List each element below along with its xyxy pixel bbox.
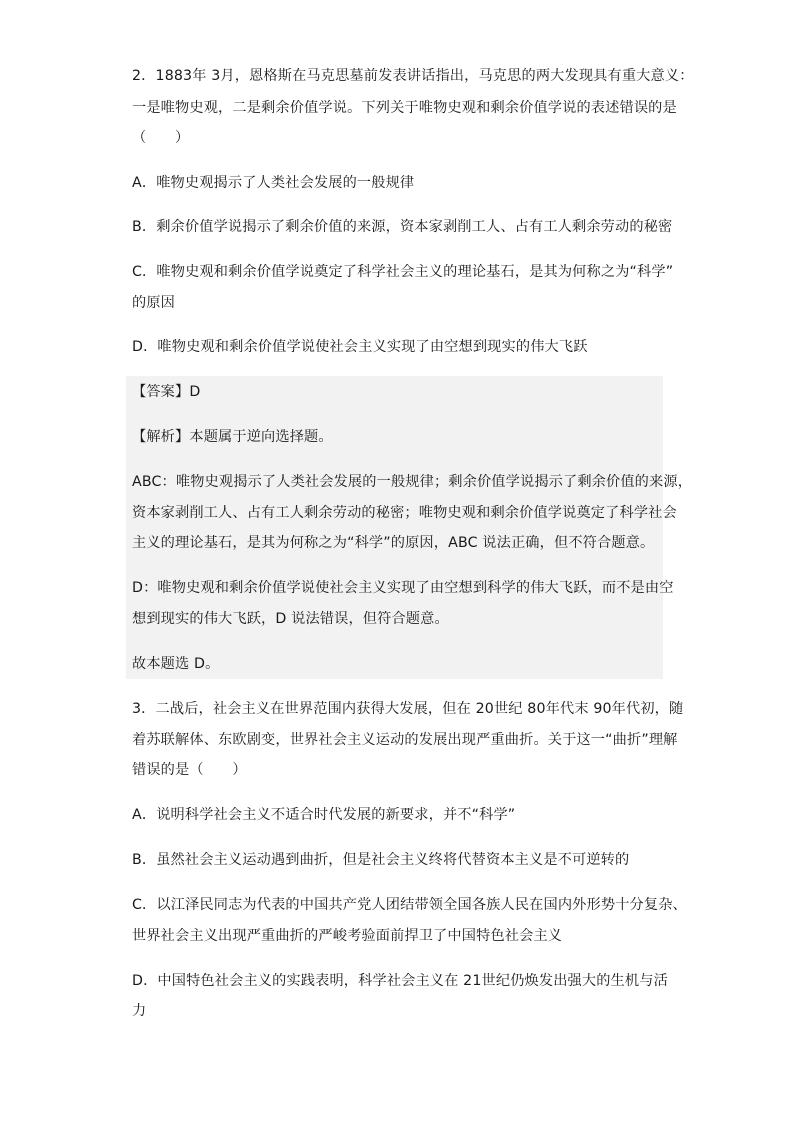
analysis-d-line-1: D：唯物史观和剩余价值学说使社会主义实现了由空想到科学的伟大飞跃，而不是由空	[132, 580, 674, 596]
q3-option-c-line-1: C．以江泽民同志为代表的中国共产党人团结带领全国各族人民在国内外形势十分复杂、	[132, 897, 687, 913]
answer-analysis-box	[126, 376, 663, 679]
q2-option-c-line-1: C．唯物史观和剩余价值学说奠定了科学社会主义的理论基石，是其为何称之为“科学”	[132, 264, 674, 280]
q2-stem-line-3: （ ）	[132, 130, 190, 146]
analysis-abc-line-2: 资本家剥削工人、占有工人剩余劳动的秘密；唯物史观和剩余价值学说奠定了科学社会	[132, 505, 677, 521]
q2-option-d: D．唯物史观和剩余价值学说使社会主义实现了由空想到现实的伟大飞跃	[132, 339, 588, 355]
analysis-intro: 【解析】本题属于逆向选择题。	[132, 429, 333, 445]
q3-stem-line-3: 错误的是（ ）	[132, 762, 247, 778]
q3-option-d-line-1: D．中国特色社会主义的实践表明，科学社会主义在 21世纪仍焕发出强大的生机与活	[132, 973, 668, 989]
q2-stem-line-1: 2．1883年 3月，恩格斯在马克思墓前发表讲话指出，马克思的两大发现具有重大意义：	[132, 68, 694, 84]
answer-line: 【答案】D	[132, 384, 201, 400]
q3-stem-line-2: 着苏联解体、东欧剧变，世界社会主义运动的发展出现严重曲折。关于这一“曲折”理解	[132, 732, 678, 748]
q2-option-c-line-2: 的原因	[132, 295, 176, 311]
q2-option-b: B．剩余价值学说揭示了剩余价值的来源，资本家剥削工人、占有工人剩余劳动的秘密	[132, 219, 673, 235]
q2-option-a: A．唯物史观揭示了人类社会发展的一般规律	[132, 175, 415, 191]
q3-option-c-line-2: 世界社会主义出现严重曲折的严峻考验面前捍卫了中国特色社会主义	[132, 928, 563, 944]
q3-option-d-line-2: 力	[132, 1003, 147, 1019]
q3-stem-line-1: 3．二战后，社会主义在世界范围内获得大发展，但在 20世纪 80年代末 90年代初，随	[132, 701, 684, 717]
analysis-conclusion: 故本题选 D。	[132, 656, 220, 672]
analysis-abc-line-3: 主义的理论基石，是其为何称之为“科学”的原因，ABC 说法正确，但不符合题意。	[132, 535, 655, 551]
analysis-abc-line-1: ABC：唯物史观揭示了人类社会发展的一般规律；剩余价值学说揭示了剩余价值的来源，	[132, 474, 693, 490]
q2-stem-line-2: 一是唯物史观，二是剩余价值学说。下列关于唯物史观和剩余价值学说的表述错误的是	[132, 100, 677, 116]
q3-option-a: A．说明科学社会主义不适合时代发展的新要求，并不“科学”	[132, 807, 516, 823]
q3-option-b: B．虽然社会主义运动遇到曲折，但是社会主义终将代替资本主义是不可逆转的	[132, 852, 630, 868]
analysis-d-line-2: 想到现实的伟大飞跃，D 说法错误，但符合题意。	[132, 611, 449, 627]
